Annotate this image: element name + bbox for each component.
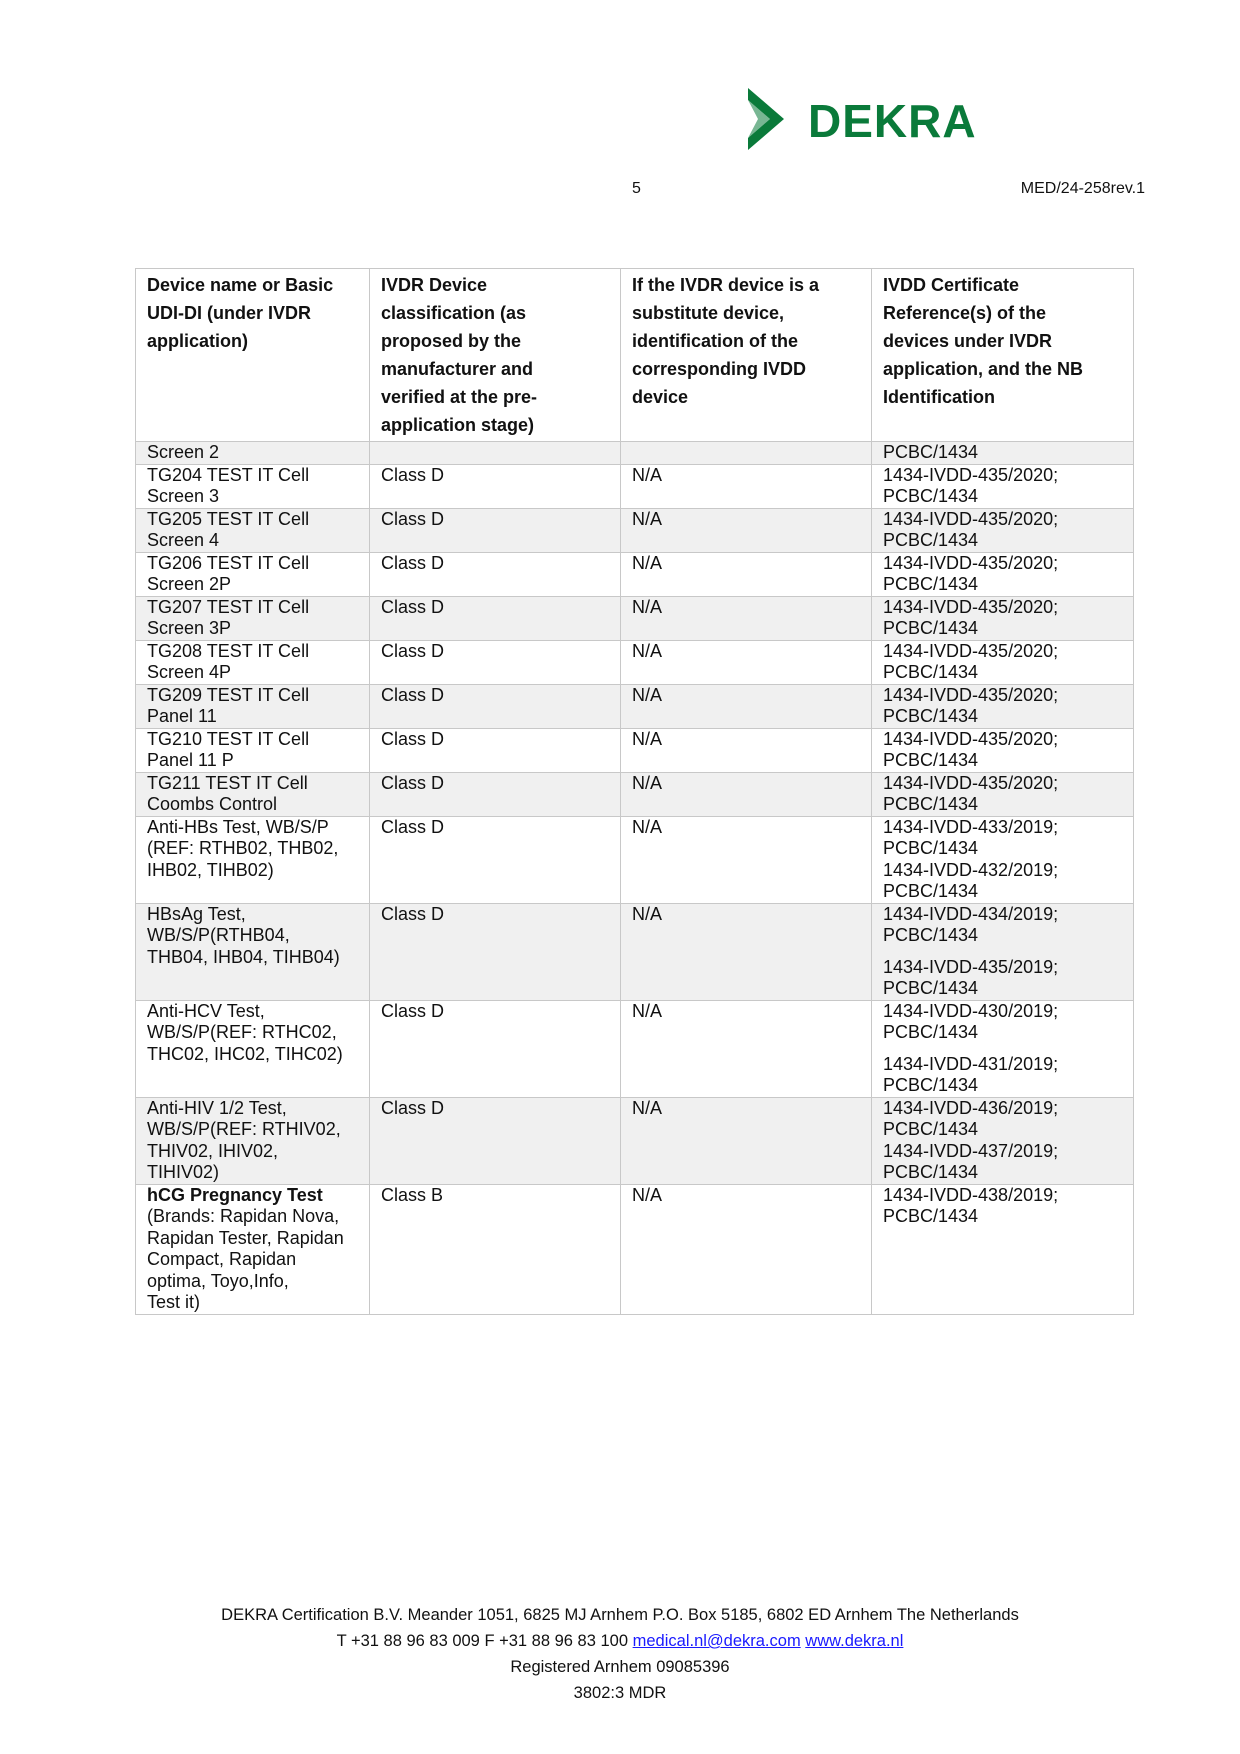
substitute-cell — [621, 640, 872, 684]
certificate-line: 1434-IVDD-435/2020; — [883, 684, 1059, 705]
table-row — [136, 903, 1134, 1000]
certificate-group — [883, 553, 1123, 596]
certificate-line: PCBC/1434 — [883, 1206, 979, 1226]
classification-cell — [370, 596, 621, 640]
table-row — [136, 1000, 1134, 1097]
classification-cell — [370, 816, 621, 903]
substitute-text: N/A — [632, 1184, 663, 1205]
footer-code: 3802:3 MDR — [573, 1684, 667, 1702]
certificate-group — [883, 442, 1123, 464]
footer-contact — [0, 1632, 1240, 1651]
certificate-line: 1434-IVDD-435/2020; — [883, 728, 1059, 749]
certificate-line: PCBC/1434 — [883, 1162, 979, 1182]
certificate-line: 1434-IVDD-434/2019; — [883, 903, 1059, 924]
classification-text: Class D — [381, 508, 445, 529]
substitute-text: N/A — [632, 903, 663, 924]
certificate-line: PCBC/1434 — [883, 978, 979, 998]
classification-cell — [370, 1097, 621, 1184]
substitute-cell — [621, 684, 872, 728]
certificate-cell — [872, 772, 1134, 816]
certificate-group — [883, 685, 1123, 728]
substitute-cell — [621, 772, 872, 816]
device-name-cell — [136, 464, 370, 508]
classification-text: Class D — [381, 903, 445, 924]
device-name-line: optima, Toyo,Info, — [147, 1270, 289, 1291]
substitute-text: N/A — [632, 464, 663, 485]
column-header-line: manufacturer and — [381, 359, 534, 379]
device-name-cell — [136, 772, 370, 816]
certificate-group — [883, 465, 1123, 508]
substitute-text: N/A — [632, 640, 663, 661]
classification-cell — [370, 508, 621, 552]
substitute-text: N/A — [632, 552, 663, 573]
table-header-row — [136, 269, 1134, 442]
certificate-cell — [872, 640, 1134, 684]
device-name-line: (REF: RTHB02, THB02, — [147, 838, 339, 858]
device-name-line: THB04, IHB04, TIHB04) — [147, 946, 340, 967]
classification-cell — [370, 684, 621, 728]
classification-text: Class D — [381, 816, 445, 837]
device-name-line: Rapidan Tester, Rapidan — [147, 1227, 344, 1248]
substitute-cell — [621, 1097, 872, 1184]
classification-text: Class D — [381, 640, 445, 661]
device-name-line: Test it) — [147, 1292, 201, 1312]
substitute-cell — [621, 1000, 872, 1097]
device-name-line: WB/S/P(REF: RTHC02, — [147, 1022, 337, 1042]
classification-text: Class D — [381, 596, 445, 617]
column-header-line: IVDD Certificate — [883, 275, 1020, 295]
classification-text: Class D — [381, 552, 445, 573]
device-name-line: TG207 TEST IT Cell — [147, 596, 310, 617]
classification-cell — [370, 1184, 621, 1314]
certificate-cell — [872, 596, 1134, 640]
certificate-line: 1434-IVDD-432/2019; — [883, 859, 1059, 880]
column-header-line: Reference(s) of the — [883, 303, 1047, 323]
certificate-cell — [872, 508, 1134, 552]
certificate-line: 1434-IVDD-435/2020; — [883, 640, 1059, 661]
device-name-bold: hCG Pregnancy Test — [147, 1184, 323, 1205]
device-name-line: Anti-HIV 1/2 Test, — [147, 1097, 287, 1118]
device-name-cell — [136, 728, 370, 772]
device-name-line: (Brands: Rapidan Nova, — [147, 1206, 340, 1226]
table-row — [136, 816, 1134, 903]
certificate-line: PCBC/1434 — [883, 1119, 979, 1139]
column-header — [621, 269, 872, 442]
device-name-line: Screen 2P — [147, 574, 232, 594]
substitute-cell — [621, 816, 872, 903]
substitute-cell — [621, 596, 872, 640]
certificate-group — [883, 904, 1123, 947]
device-name-line: Coombs Control — [147, 794, 278, 814]
certificate-line: 1434-IVDD-433/2019; — [883, 816, 1059, 837]
certificate-line: PCBC/1434 — [883, 750, 979, 770]
substitute-text: N/A — [632, 508, 663, 529]
device-name-cell — [136, 903, 370, 1000]
certificate-group — [883, 773, 1123, 816]
dekra-logo-text: DEKRA — [808, 95, 977, 147]
certificate-cell — [872, 816, 1134, 903]
column-header-line: classification (as — [381, 303, 527, 323]
classification-cell — [370, 464, 621, 508]
substitute-cell — [621, 552, 872, 596]
classification-text: Class D — [381, 728, 445, 749]
substitute-text: N/A — [632, 772, 663, 793]
column-header-line: substitute device, — [632, 303, 785, 323]
certificate-cell — [872, 552, 1134, 596]
classification-text: Class D — [381, 772, 445, 793]
certificate-line: 1434-IVDD-435/2020; — [883, 464, 1059, 485]
certificate-cell — [872, 684, 1134, 728]
substitute-cell — [621, 903, 872, 1000]
column-header-line: If the IVDR device is a — [632, 275, 820, 295]
classification-cell — [370, 552, 621, 596]
certificate-line: 1434-IVDD-435/2020; — [883, 552, 1059, 573]
column-header — [136, 269, 370, 442]
device-name-line: Screen 4P — [147, 662, 232, 682]
certificate-line: PCBC/1434 — [883, 794, 979, 814]
table-row — [136, 464, 1134, 508]
certificate-line: PCBC/1434 — [883, 662, 979, 682]
device-name-line: HBsAg Test, — [147, 903, 246, 924]
substitute-text: N/A — [632, 816, 663, 837]
column-header — [370, 269, 621, 442]
device-name-cell — [136, 508, 370, 552]
table-row — [136, 552, 1134, 596]
device-name-cell — [136, 640, 370, 684]
column-header-line: application stage) — [381, 415, 535, 435]
device-name-line: WB/S/P(REF: RTHIV02, — [147, 1119, 341, 1139]
certificate-line: PCBC/1434 — [883, 838, 979, 858]
device-name-line: TG210 TEST IT Cell — [147, 728, 310, 749]
device-name-line: TG206 TEST IT Cell — [147, 552, 310, 573]
classification-text: Class D — [381, 1000, 445, 1021]
table-row — [136, 684, 1134, 728]
certificate-line: PCBC/1434 — [883, 1075, 979, 1095]
column-header-line: device — [632, 387, 689, 407]
device-name-line: Screen 4 — [147, 530, 220, 550]
substitute-text: N/A — [632, 1097, 663, 1118]
classification-cell — [370, 728, 621, 772]
substitute-text: N/A — [632, 596, 663, 617]
substitute-text: N/A — [632, 684, 663, 705]
certificate-group — [883, 1098, 1123, 1184]
column-header-line: UDI-DI (under IVDR — [147, 303, 311, 323]
classification-cell — [370, 772, 621, 816]
certificate-line: PCBC/1434 — [883, 881, 979, 901]
footer-registration: Registered Arnhem 09085396 — [510, 1658, 730, 1676]
certificate-line: 1434-IVDD-435/2019; — [883, 956, 1059, 977]
certificate-group — [883, 509, 1123, 552]
certificate-group — [883, 597, 1123, 640]
certificate-line: PCBC/1434 — [883, 618, 979, 638]
certificate-group — [883, 957, 1123, 1000]
substitute-cell — [621, 442, 872, 465]
certificate-line: 1434-IVDD-431/2019; — [883, 1053, 1059, 1074]
classification-cell — [370, 903, 621, 1000]
table-row — [136, 1184, 1134, 1314]
device-name-cell — [136, 1000, 370, 1097]
certificate-line: 1434-IVDD-435/2020; — [883, 596, 1059, 617]
column-header-line: Device name or Basic — [147, 275, 334, 295]
column-header-line: application) — [147, 331, 249, 351]
table-row — [136, 508, 1134, 552]
device-table — [135, 268, 1134, 1315]
certificate-cell — [872, 464, 1134, 508]
table-row — [136, 728, 1134, 772]
device-name-line: Anti-HBs Test, WB/S/P — [147, 816, 329, 837]
certificate-line: PCBC/1434 — [883, 486, 979, 506]
footer-phone: T +31 88 96 83 009 F +31 88 96 83 100 — [336, 1632, 629, 1650]
substitute-cell — [621, 508, 872, 552]
document-reference: MED/24-258rev.1 — [1020, 180, 1145, 197]
device-name-cell — [136, 596, 370, 640]
certificate-cell — [872, 903, 1134, 1000]
device-name-line: TG204 TEST IT Cell — [147, 464, 310, 485]
certificate-line: PCBC/1434 — [883, 530, 979, 550]
device-name-line: TIHIV02) — [147, 1162, 220, 1182]
certificate-group — [883, 817, 1123, 903]
classification-cell — [370, 1000, 621, 1097]
device-name-line: Screen 3P — [147, 618, 232, 638]
device-name-cell — [136, 816, 370, 903]
device-name-line: Compact, Rapidan — [147, 1249, 297, 1269]
certificate-cell — [872, 1097, 1134, 1184]
substitute-text: N/A — [632, 728, 663, 749]
device-name-line: THC02, IHC02, TIHC02) — [147, 1043, 343, 1064]
certificate-group — [883, 641, 1123, 684]
column-header-line: verified at the pre- — [381, 387, 538, 407]
device-name-line: THIV02, IHIV02, — [147, 1140, 279, 1161]
table-row — [136, 596, 1134, 640]
device-name-cell — [136, 552, 370, 596]
footer-email-link[interactable]: medical.nl@dekra.com — [632, 1632, 801, 1650]
certificate-cell — [872, 442, 1134, 465]
device-name-cell — [136, 1184, 370, 1314]
device-name-line: IHB02, TIHB02) — [147, 859, 274, 880]
table-row — [136, 640, 1134, 684]
certificate-line: PCBC/1434 — [883, 574, 979, 594]
classification-text: Class B — [381, 1184, 444, 1205]
substitute-cell — [621, 728, 872, 772]
device-name-line: WB/S/P(RTHB04, — [147, 925, 290, 945]
table-row — [136, 442, 1134, 465]
table-header — [136, 269, 1134, 442]
device-name-line: TG209 TEST IT Cell — [147, 684, 310, 705]
footer-website-link[interactable]: www.dekra.nl — [805, 1632, 904, 1650]
dekra-logo — [740, 86, 980, 156]
column-header-line: application, and the NB — [883, 359, 1084, 379]
classification-cell — [370, 640, 621, 684]
device-name-line: Panel 11 P — [147, 750, 234, 770]
certificate-line: 1434-IVDD-435/2020; — [883, 508, 1059, 529]
certificate-line: PCBC/1434 — [883, 1022, 979, 1042]
classification-text: Class D — [381, 464, 445, 485]
column-header-line: Identification — [883, 387, 995, 407]
column-header-line: IVDR Device — [381, 275, 488, 295]
certificate-cell — [872, 1000, 1134, 1097]
column-header-line: corresponding IVDD — [632, 359, 807, 379]
classification-cell — [370, 442, 621, 465]
device-name-line: Anti-HCV Test, — [147, 1000, 265, 1021]
device-name-line: TG211 TEST IT Cell — [147, 772, 308, 793]
column-header — [872, 269, 1134, 442]
device-name-line: Screen 3 — [147, 486, 220, 506]
table-body — [136, 442, 1134, 1315]
certificate-group — [883, 729, 1123, 772]
certificate-line: PCBC/1434 — [883, 442, 979, 462]
substitute-cell — [621, 464, 872, 508]
certificate-group — [883, 1001, 1123, 1044]
column-header-line: identification of the — [632, 331, 798, 351]
substitute-text: N/A — [632, 1000, 663, 1021]
table-row — [136, 772, 1134, 816]
certificate-cell — [872, 1184, 1134, 1314]
certificate-line: PCBC/1434 — [883, 706, 979, 726]
classification-text: Class D — [381, 684, 445, 705]
substitute-cell — [621, 1184, 872, 1314]
device-name-line: TG208 TEST IT Cell — [147, 640, 310, 661]
certificate-line: 1434-IVDD-435/2020; — [883, 772, 1059, 793]
certificate-cell — [872, 728, 1134, 772]
column-header-line: proposed by the — [381, 331, 522, 351]
column-header-line: devices under IVDR — [883, 331, 1053, 351]
certificate-group — [883, 1185, 1123, 1228]
device-name-line: Screen 2 — [147, 442, 220, 462]
footer-address: DEKRA Certification B.V. Meander 1051, 6825 MJ Arnhem P.O. Box 5185, 6802 ED Arnhem The Netherlands — [221, 1606, 1019, 1624]
table-row — [136, 1097, 1134, 1184]
certificate-line: 1434-IVDD-437/2019; — [883, 1140, 1059, 1161]
certificate-group — [883, 1054, 1123, 1097]
certificate-line: PCBC/1434 — [883, 925, 979, 945]
device-name-cell — [136, 684, 370, 728]
device-name-cell — [136, 442, 370, 465]
device-name-cell — [136, 1097, 370, 1184]
page-number: 5 — [632, 180, 641, 197]
device-name-line: TG205 TEST IT Cell — [147, 508, 310, 529]
certificate-line: 1434-IVDD-438/2019; — [883, 1184, 1059, 1205]
classification-text: Class D — [381, 1097, 445, 1118]
device-name-line: Panel 11 — [147, 706, 217, 726]
certificate-line: 1434-IVDD-436/2019; — [883, 1097, 1059, 1118]
certificate-line: 1434-IVDD-430/2019; — [883, 1000, 1059, 1021]
